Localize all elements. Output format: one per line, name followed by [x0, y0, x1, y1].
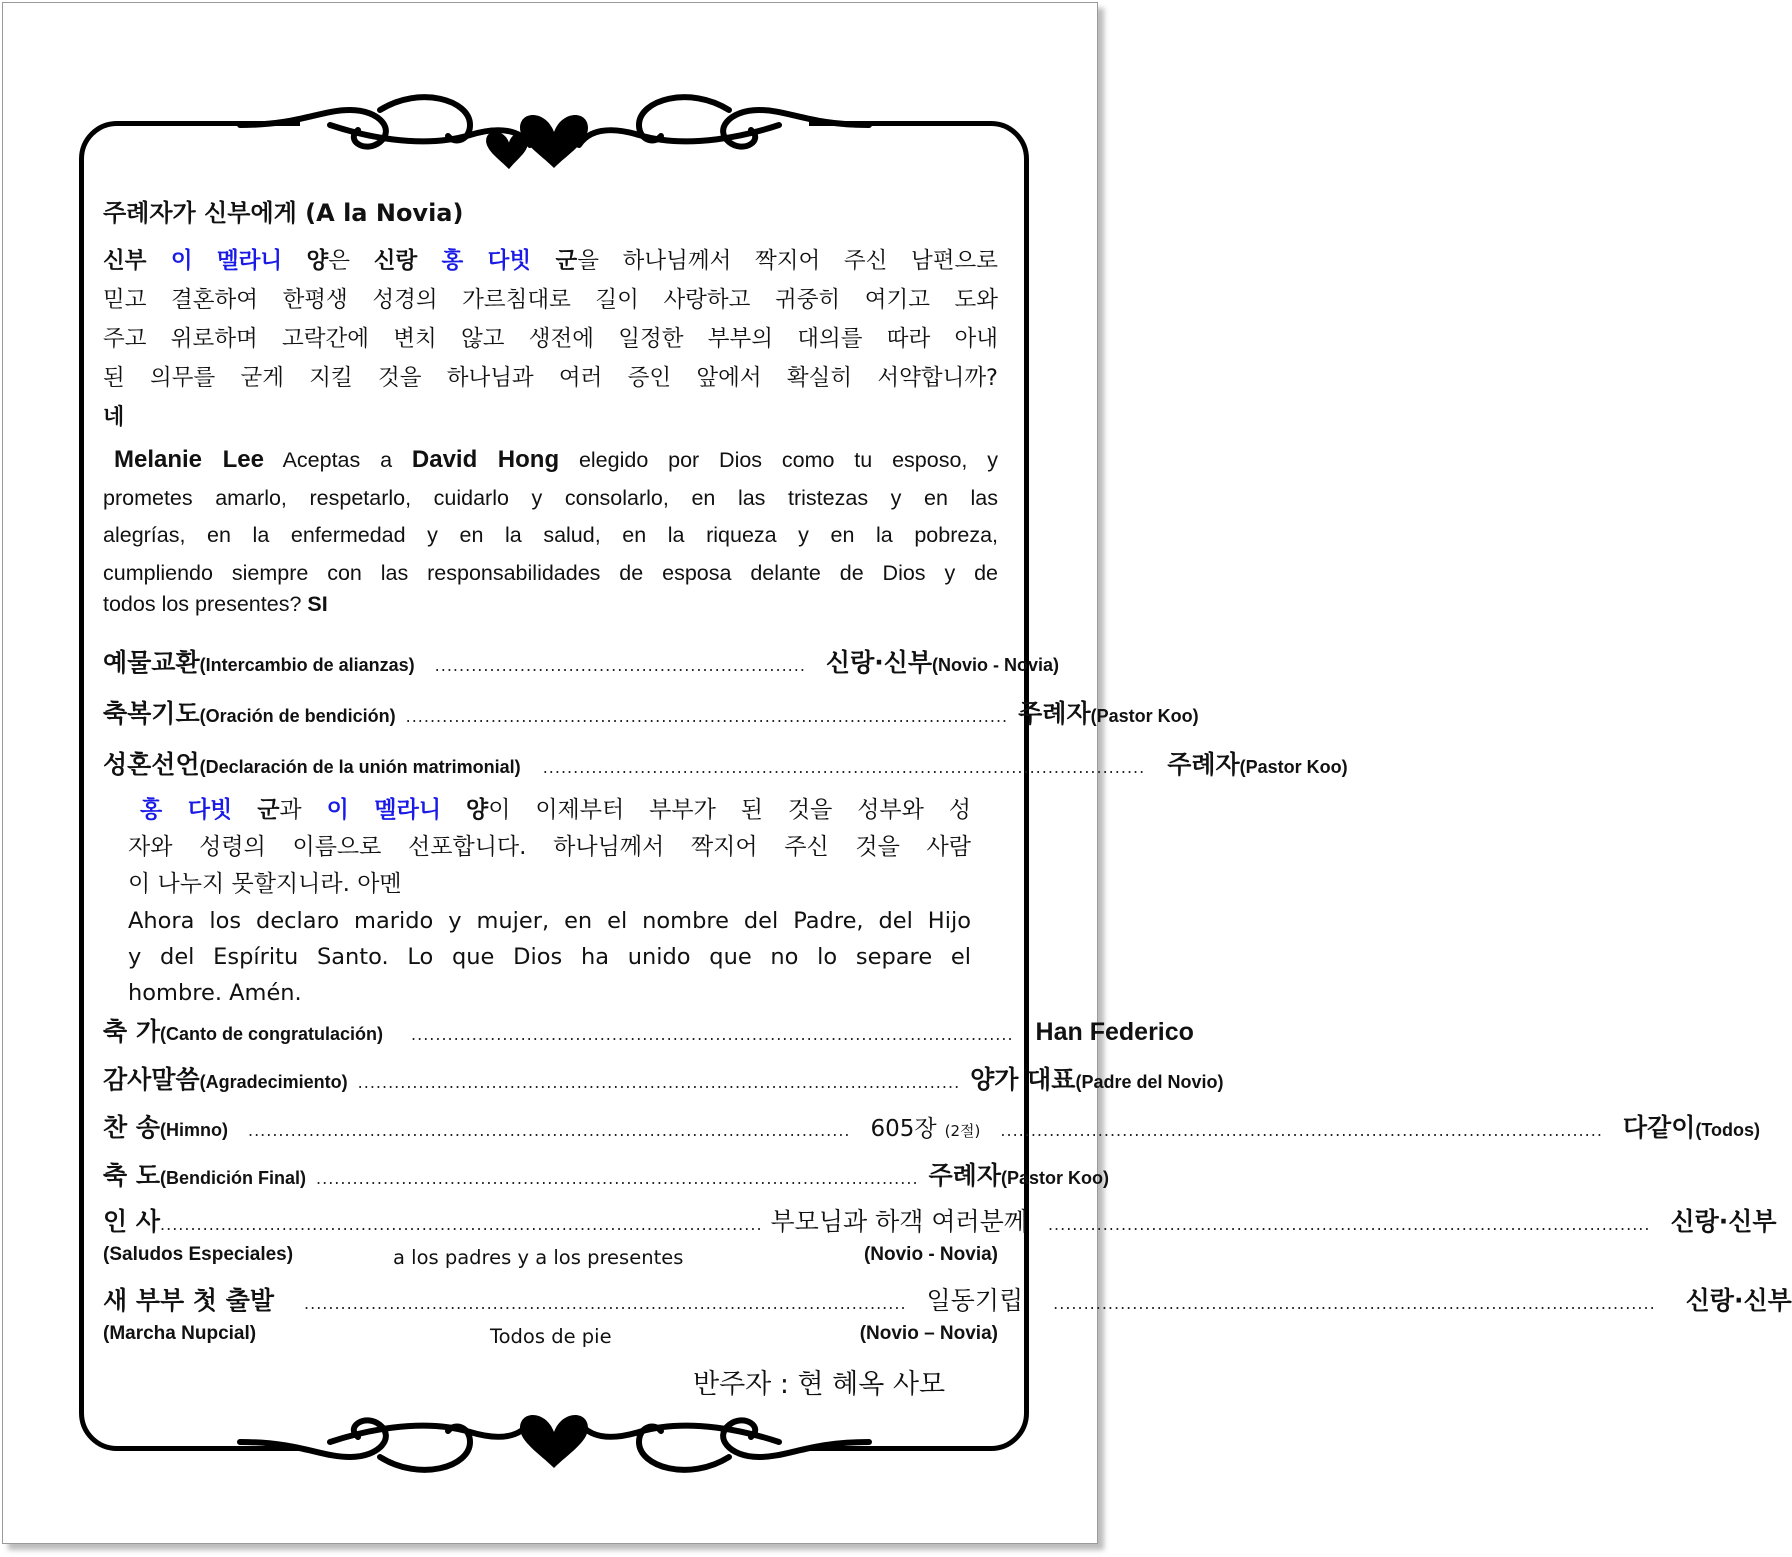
greeting-es-text: (Saludos Especiales): [103, 1244, 294, 1265]
dot-leader: ...................................................................................................: [248, 1121, 851, 1140]
korean-vow-line-1-segment: 홍 다빗: [441, 248, 556, 274]
korean-vow-line-3: 주고 위로하며 고락간에 변치 않고 생전에 일정한 부부의 대의를 따라 아내: [103, 326, 998, 352]
spanish-vow-line-4: cumpliendo siempre con las responsabilidades de esposa delante de Dios y de: [103, 561, 998, 585]
top-flourish-ornament: [0, 70, 1109, 190]
program-performer-es: (Todos): [1695, 1120, 1761, 1140]
dot-leader: ...................................................................................................: [1000, 1121, 1603, 1140]
dot-leader: ...................................................................................................: [1053, 1294, 1656, 1313]
korean-vow-line-2: 믿고 결혼하여 한평생 성경의 가르침대로 길이 사랑하고 귀중히 여기고 도와: [103, 287, 998, 313]
program-performer-ko: 양가 대표: [970, 1065, 1076, 1094]
program-row-hymn: [103, 1108, 1761, 1144]
program-performer-ko: 주례자: [928, 1161, 1001, 1190]
spanish-vow-line-3: alegrías, en la enfermedad y en la salud, en la riqueza y en la pobreza,: [103, 523, 998, 547]
conjunction: 과: [279, 797, 302, 823]
program-title-ko: 축 도: [103, 1161, 161, 1190]
march-title-ko: 새 부부 첫 출발: [103, 1286, 275, 1315]
declaration-line-2: 자와 성령의 이름으로 선포합니다. 하나님께서 짝지어 주신 것을 사람: [128, 834, 971, 860]
greeting-detail-es: a los padres y a los presentes: [393, 1246, 684, 1269]
korean-vow-line-1-segment: 은: [328, 248, 374, 274]
program-performer-ko: 다같이: [1622, 1113, 1696, 1142]
greeting-detail-ko: 부모님과 하객 여러분께: [770, 1207, 1028, 1236]
program-performer: Han Federico: [1035, 1018, 1194, 1046]
korean-vow-line-1-segment: 이 멜라니: [170, 248, 307, 274]
dot-leader: ...................................................................................................: [304, 1294, 907, 1313]
spanish-vow-question-end: todos los presentes?: [103, 592, 302, 616]
program-title-es: (Canto de congratulación): [160, 1024, 384, 1044]
groom-name-es: David Hong: [411, 446, 560, 473]
program-performer-es: (Pastor Koo): [1239, 757, 1348, 777]
spanish-vow-answer: SI: [307, 592, 328, 616]
program-title-es: (Declaración de la unión matrimonial): [199, 757, 521, 777]
program-title-ko: 감사말씀: [103, 1065, 200, 1094]
program-title-ko: 축복기도: [103, 699, 200, 728]
groom-name-ko: 홍 다빗: [140, 797, 233, 823]
program-title-es: (Oración de bendición): [199, 706, 396, 726]
march-performer-es-text: (Novio – Novia): [859, 1323, 998, 1344]
spanish-vow-line-1: [114, 441, 998, 480]
bride-name-es: Melanie Lee: [114, 446, 264, 473]
program-row-congratulation-song: [103, 1012, 1194, 1048]
program-row-declaration: [103, 745, 1348, 781]
bride-title: 양: [465, 797, 489, 823]
bride-name-ko: 이 멜라니: [326, 797, 442, 823]
dot-leader: ...................................................................................................: [316, 1169, 919, 1188]
greeting-performer-es-text: (Novio - Novia): [863, 1244, 998, 1265]
declaration-line-1: [140, 792, 971, 829]
march-detail-es: Todos de pie: [490, 1325, 612, 1348]
program-row-benediction: [103, 1156, 1109, 1192]
dot-leader: ...................................................................................................: [405, 707, 1009, 726]
greeting-performer-ko: 신랑·신부: [1670, 1207, 1777, 1236]
program-performer-ko: 주례자: [1018, 699, 1091, 728]
program-title-es: (Himno): [160, 1120, 228, 1140]
program-title-es: (Agradecimiento): [199, 1072, 348, 1092]
spanish-vow-line-1-rest: elegido por Dios como tu esposo, y: [578, 448, 998, 472]
program-row-blessing-prayer: [103, 694, 1199, 730]
greeting-title-ko: 인 사: [103, 1207, 161, 1236]
dot-leader: ...................................................................................................: [1047, 1215, 1651, 1234]
korean-vow-answer: 네: [103, 405, 125, 430]
program-row-thanks: [103, 1060, 1224, 1096]
groom-title: 군: [257, 797, 280, 823]
dot-leader: ...................................................................................................: [411, 1025, 1014, 1044]
korean-vow-line-1-segment: 군: [555, 248, 578, 274]
program-row-march: [103, 1281, 1792, 1317]
program-title-ko: 성혼선언: [103, 750, 200, 779]
march-performer-ko: 신랑·신부: [1685, 1286, 1792, 1315]
korean-vow-line-1-segment: 신부: [103, 248, 171, 274]
greeting-title-es: [103, 1244, 293, 1266]
program-title-ko: 예물교환: [103, 648, 200, 677]
korean-vow-line-1-segment: 신랑: [373, 248, 442, 274]
spanish-vow-line-2: prometes amarlo, respetarlo, cuidarlo y consolarlo, en las tristezas y en las: [103, 486, 998, 510]
program-performer-es: (Pastor Koo): [1090, 706, 1199, 726]
declaration-line-3: 이 나누지 못할지니라. 아멘: [128, 871, 402, 897]
accompanist-credit: 반주자 : 현 혜옥 사모: [693, 1369, 946, 1400]
declaration-es-line-2: y del Espíritu Santo. Lo que Dios ha unido que no lo separe el: [128, 944, 971, 970]
program-title-es: (Bendición Final): [160, 1168, 307, 1188]
program-row-exchange: [103, 643, 1060, 679]
march-performer-es: [860, 1323, 998, 1345]
march-es-text: (Marcha Nupcial): [103, 1323, 257, 1344]
bottom-flourish-ornament: [0, 1392, 1109, 1512]
korean-vow-line-1: [103, 242, 998, 281]
spanish-vow-line-5: [103, 592, 328, 617]
program-row-greeting: [103, 1202, 1777, 1238]
korean-vow-line-1-segment: 양: [306, 248, 329, 274]
dot-leader: ...................................................................................................: [357, 1073, 961, 1092]
dot-leader: ...................................................................................................: [542, 758, 1146, 777]
program-performer-ko: 신랑·신부: [825, 648, 933, 677]
program-title-ko: 찬 송: [103, 1113, 161, 1142]
korean-vow-line-4: 된 의무를 굳게 지킬 것을 하나님과 여러 증인 앞에서 확실히 서약합니까?: [103, 365, 998, 391]
korean-vow-line-1-segment: 을 하나님께서 짝지어 주신 남편으로: [577, 248, 998, 274]
declaration-line-1-rest: 이 이제부터 부부가 된 것을 성부와 성: [488, 797, 971, 823]
greeting-performer-es: [864, 1244, 998, 1266]
dot-leader: .............................................................: [434, 656, 806, 675]
declaration-es-line-3: hombre. Amén.: [128, 980, 302, 1006]
program-title-ko: 축 가: [103, 1017, 161, 1046]
program-performer-ko: 주례자: [1167, 750, 1240, 779]
program-performer-es: (Novio - Novia): [932, 655, 1060, 675]
section-heading: 주례자가 신부에게 (A la Novia): [103, 199, 464, 227]
program-title-es: (Intercambio de alianzas): [199, 655, 415, 675]
program-performer-es: (Padre del Novio): [1075, 1072, 1224, 1092]
march-title-es: [103, 1323, 256, 1345]
hymn-number: 605장: [870, 1116, 937, 1142]
dot-leader: ...................................................................................................: [160, 1215, 763, 1234]
program-performer-es: (Pastor Koo): [1000, 1168, 1109, 1188]
aceptas-text: Aceptas a: [282, 448, 393, 472]
declaration-es-line-1: Ahora los declaro marido y mujer, en el nombre del Padre, del Hijo: [128, 908, 971, 934]
hymn-verse: (2절): [944, 1122, 981, 1140]
march-detail-ko: 일동기립: [926, 1286, 1024, 1315]
